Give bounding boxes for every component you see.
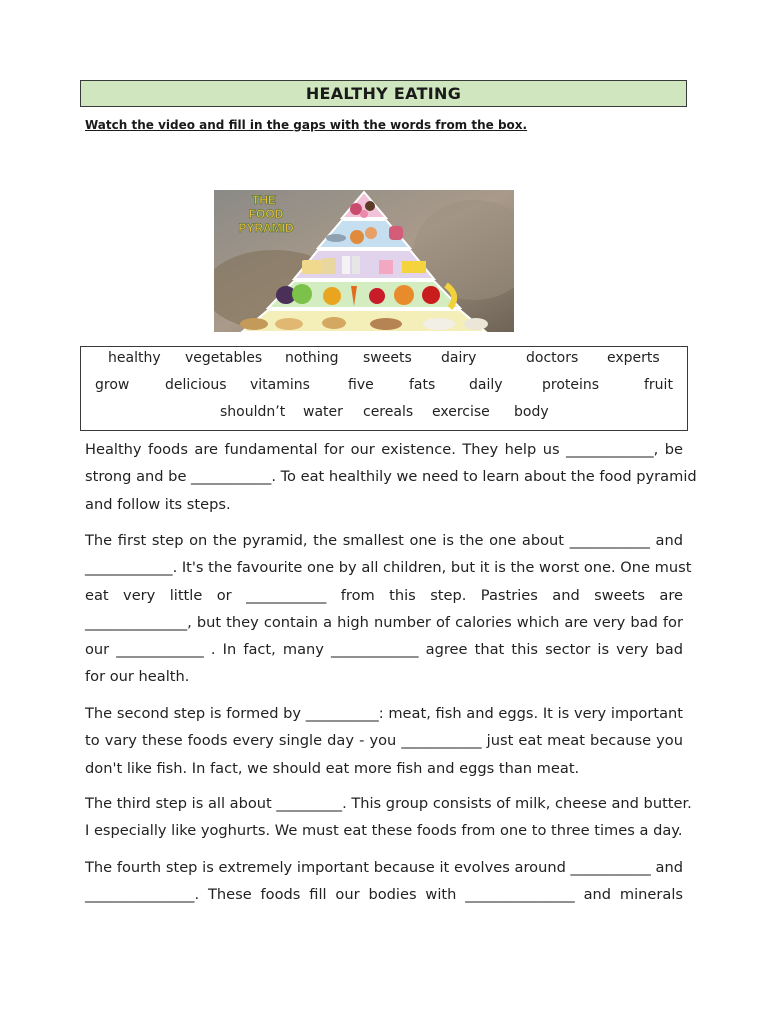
text-line: I especially like yoghurts. We must eat these foods from one to three times a day. [85,822,683,840]
word-bank-item: exercise [432,404,490,420]
word-bank-item: delicious [165,377,227,393]
text-line: The first step on the pyramid, the smallest one is the one about ___________ and [85,532,683,549]
word-bank-item: water [303,404,343,420]
text-line: our ____________ . In fact, many ____________ agree that this sector is very bad [85,641,683,659]
word-bank-item: doctors [526,350,579,366]
word-bank-item: body [514,404,549,420]
text-line: ____________. It's the favourite one by all children, but it is the worst one. One must [85,559,692,577]
text-line: eat very little or ___________ from this step. Pastries and sweets are [85,586,683,604]
word-bank-item: fats [409,377,436,393]
text-line: for our health. [85,668,190,686]
word-bank-item: shouldn’t [220,404,286,420]
text-line: The fourth step is extremely important because it evolves around ___________ and [85,859,683,876]
word-bank-item: fruit [644,377,673,393]
paragraph-1 [85,436,697,518]
instructions-text: Watch the video and fill in the gaps with the words from the box. [85,118,528,132]
worksheet-title: HEALTHY EATING [80,80,687,107]
text-line: don't like fish. In fact, we should eat more fish and eggs than meat. [85,759,580,777]
food-pyramid-image [214,190,514,332]
word-bank-item: cereals [363,404,414,420]
text-line: Healthy foods are fundamental for our existence. They help us ____________, be [85,441,683,458]
word-bank-item: experts [607,350,660,366]
text-line: ______________, but they contain a high number of calories which are very bad for [85,613,683,631]
word-bank-item: proteins [542,377,600,393]
food-pyramid-illustration [214,190,514,332]
paragraph-4 [85,790,692,845]
word-bank-item: vegetables [185,350,263,366]
word-bank-item: daily [469,377,503,393]
text-line: strong and be ___________. To eat healthily we need to learn about the food pyramid [85,468,697,486]
pyramid-caption-line-3: PYRAMID [238,221,294,235]
paragraph-3 [85,700,683,782]
word-bank-item: nothing [285,350,339,366]
word-bank-item: dairy [441,350,477,366]
word-bank-box [80,346,688,431]
word-bank-item: vitamins [250,377,310,393]
word-bank-item: five [348,377,374,393]
pyramid-caption-line-2: FOOD [248,207,284,221]
paragraph-5 [85,854,683,909]
text-line: The second step is formed by __________: meat, fish and eggs. It is very important [85,705,683,722]
text-line: and follow its steps. [85,495,231,513]
text-line: _______________. These foods fill our bodies with _______________ and minerals [85,886,683,904]
text-line: to vary these foods every single day - you ___________ just eat meat because you [85,732,683,750]
word-bank-item: healthy [108,350,161,366]
word-bank-item: grow [95,377,130,393]
word-bank-item: sweets [363,350,412,366]
paragraph-2 [85,527,692,691]
pyramid-caption-line-1: THE [252,193,276,207]
text-line: The third step is all about _________. This group consists of milk, cheese and butter. [85,795,692,812]
